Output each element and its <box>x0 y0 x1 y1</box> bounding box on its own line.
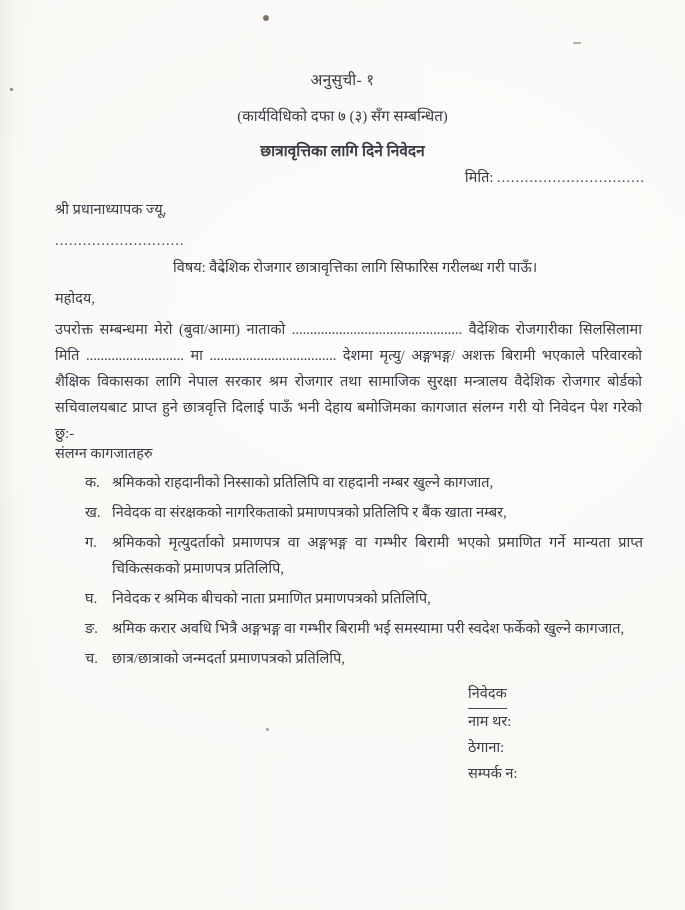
attachment-marker: च. <box>85 650 98 667</box>
addressee-blank-line: ............................ <box>55 233 185 249</box>
attachment-text: श्रमिकको राहदानीको निस्साको प्रतिलिपि वा राहदानी नम्बर खुल्ने कागजात, <box>112 475 494 491</box>
attachment-text: निवेदक वा संरक्षकको नागरिकताको प्रमाणपत्रको प्रतिलिपि र बैंक खाता नम्बर, <box>112 505 507 521</box>
attachment-item <box>85 471 643 497</box>
date-field <box>465 168 645 189</box>
attachment-text: श्रमिक करार अवधि भित्रै अङ्गभङ्ग वा गम्भीर बिरामी भई समस्यामा परी स्वदेश फर्केको खुल्ने कागजात, <box>112 620 625 637</box>
date-label: मिति: <box>464 170 494 186</box>
address-field-label: ठेगाना: <box>468 740 505 756</box>
applicant-label: निवेदक <box>468 681 507 709</box>
attachments-heading: संलग्न कागजातहरु <box>55 446 153 462</box>
date-blank-line: ................................ <box>497 170 645 186</box>
scan-speck <box>573 42 581 44</box>
attachment-marker: ख. <box>85 505 101 521</box>
body-paragraph: उपरोक्त सम्बन्धमा मेरो (बुवा/आमा) नाताको ............................................... वैदेशिक रोजगारीका सिलसिलामा मिति ........................... मा ................................... देशमा मृत्यु/ अङ्गभङ्ग/ अशक्त बिरामी भएकाले परिवारको शैक्षिक विकासका लागि नेपाल सरकार श्रम रोजगार तथा सामाजिक सुरक्षा मन्त्रालय वैदेशिक रोजगार बोर्डको सचिवालयबाट प्राप्त हुने छात्रवृत्ति दिलाई पाऊँ भनी देहाय बमोजिमका कागजात संलग्न गरी यो निवेदन पेश गरेको छु:- <box>55 322 642 442</box>
attachment-item <box>85 647 643 673</box>
attachment-item <box>85 617 643 643</box>
attachment-item <box>85 501 643 527</box>
addressee-line: श्री प्रधानाध्यापक ज्यू, <box>55 202 167 218</box>
scan-speck <box>263 15 269 21</box>
attachment-marker: ङ. <box>85 620 98 637</box>
document-title: छात्रावृत्तिका लागि दिने निवेदन <box>260 143 425 160</box>
attachment-text: छात्र/छात्राको जन्मदर्ता प्रमाणपत्रको प्रतिलिपि, <box>112 650 345 667</box>
attachment-item <box>85 531 643 582</box>
scan-speck <box>266 728 269 731</box>
name-field-label: नाम थर: <box>468 714 512 730</box>
attachment-marker: घ. <box>85 590 98 607</box>
attachment-marker: क. <box>85 475 100 491</box>
attachments-list <box>85 471 643 677</box>
attachment-text: श्रमिकको मृत्युदर्ताको प्रमाणपत्र वा अङ्गभङ्ग वा गम्भीर बिरामी भएको प्रमाणित गर्ने मान्यता प्राप्त चिकित्सकको प्रमाणपत्र प्रतिलिपि, <box>112 535 643 577</box>
attachment-text: निवेदक र श्रमिक बीचको नाता प्रमाणित प्रमाणपत्रको प्रतिलिपि, <box>112 590 431 607</box>
attachment-item <box>85 587 643 613</box>
signature-block <box>468 681 518 787</box>
clause-reference: (कार्यविधिको दफा ७ (३) सँग सम्बन्धित) <box>237 109 448 125</box>
contact-field-label: सम्पर्क न: <box>468 766 518 782</box>
attachment-marker: ग. <box>85 535 97 551</box>
annex-title: अनुसुची- १ <box>310 72 375 89</box>
subject-line: विषय: वैदेशिक रोजगार छात्रावृत्तिका लागि सिफारिस गरीलब्ध गरी पाऊँ। <box>173 260 538 276</box>
salutation: महोदय, <box>55 291 95 307</box>
